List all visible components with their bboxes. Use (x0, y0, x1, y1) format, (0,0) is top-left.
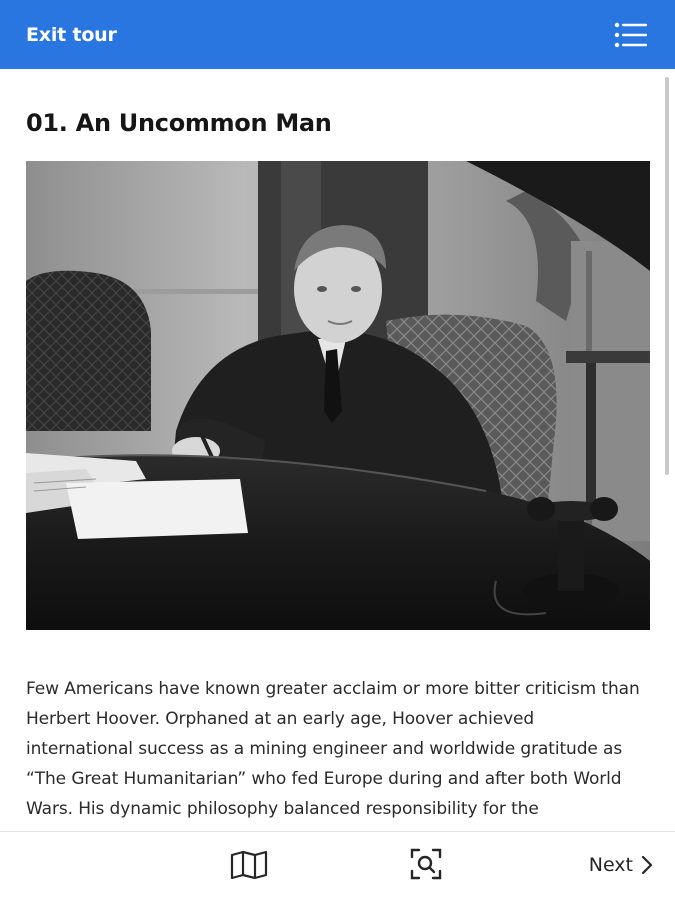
bottom-navigation (0, 831, 675, 900)
exit-tour-button[interactable]: Exit tour (26, 23, 117, 46)
map-icon (230, 850, 268, 880)
top-bar (0, 0, 675, 69)
scrollbar[interactable] (668, 69, 672, 831)
tour-stop-content[interactable] (0, 69, 675, 831)
chevron-right-icon (641, 855, 653, 875)
image-search-icon (410, 848, 442, 880)
map-button[interactable] (230, 850, 268, 880)
menu-button[interactable] (613, 20, 649, 50)
hoover-photo-image (26, 161, 650, 630)
stop-photo (26, 161, 650, 630)
image-search-button[interactable] (410, 848, 442, 880)
next-label: Next (588, 854, 633, 876)
hamburger-menu-icon (614, 21, 648, 49)
stop-title: 01. An Uncommon Man (26, 109, 332, 137)
next-button[interactable] (589, 850, 653, 880)
scrollbar-thumb[interactable] (665, 77, 669, 475)
stop-description: Few Americans have known greater acclaim or more bitter criticism than Herbert Hoover. Orphaned at an early age, Hoover achieved international success as a mining engineer and worldwide gratitude as “The Great Humanitarian” who fed Europe during and after both World Wars. His dynamic philosophy balanced responsibility for the (26, 679, 640, 819)
